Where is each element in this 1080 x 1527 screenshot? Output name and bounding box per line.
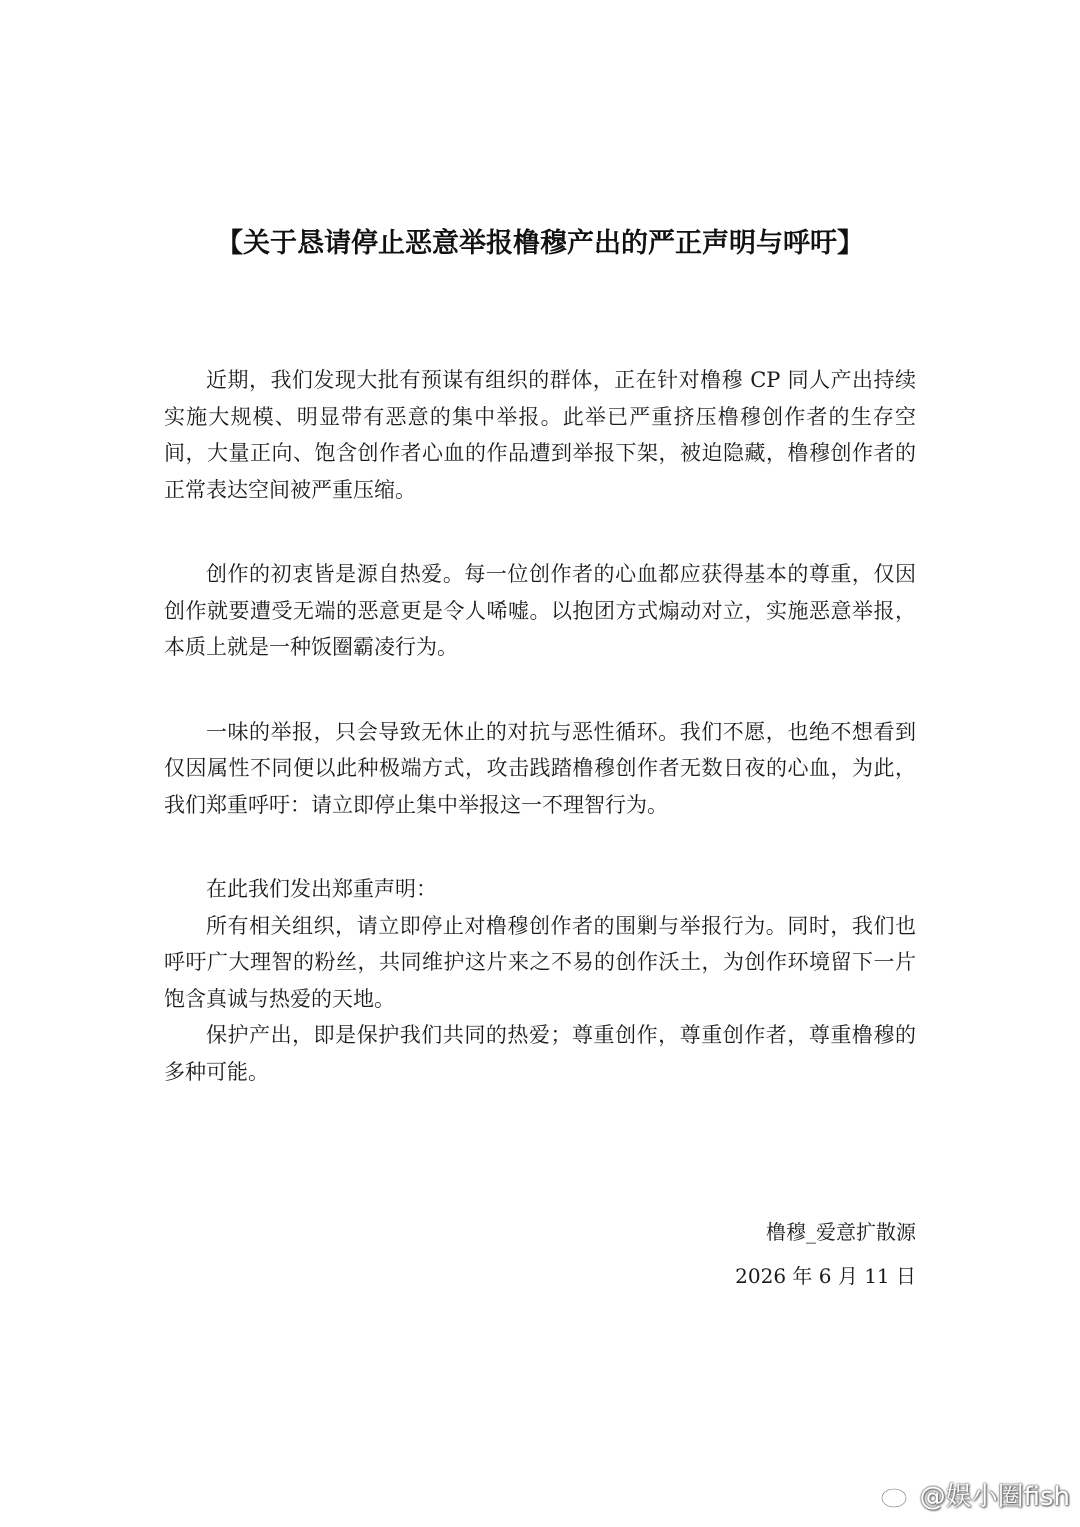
signature-block	[735, 1210, 916, 1298]
paragraph-2: 创作的初衷皆是源自热爱。每一位创作者的心血都应获得基本的尊重，仅因创作就要遭受无端的恶意更是令人唏嘘。以抱团方式煽动对立，实施恶意举报，本质上就是一种饭圈霸凌行为。	[164, 562, 916, 659]
signature-name: 橹穆_爱意扩散源	[766, 1220, 916, 1244]
weibo-icon	[880, 1481, 914, 1509]
document-title: 【关于恳请停止恶意举报橹穆产出的严正声明与呼吁】	[216, 228, 864, 259]
paragraph-6: 保护产出，即是保护我们共同的热爱；尊重创作，尊重创作者，尊重橹穆的多种可能。	[164, 1023, 916, 1084]
paragraph-4: 在此我们发出郑重声明：	[206, 877, 437, 901]
watermark	[880, 1476, 1070, 1513]
paragraph-1: 近期，我们发现大批有预谋有组织的群体，正在针对橹穆 CP 同人产出持续实施大规模、明显带有恶意的集中举报。此举已严重挤压橹穆创作者的生存空间，大量正向、饱含创作者心血的作品遭到举报下架，被迫隐藏，橹穆创作者的正常表达空间被严重压缩。	[164, 368, 916, 502]
paragraph-5: 所有相关组织，请立即停止对橹穆创作者的围剿与举报行为。同时，我们也呼吁广大理智的粉丝，共同维护这片来之不易的创作沃土，为创作环境留下一片饱含真诚与热爱的天地。	[164, 913, 916, 1011]
document-body	[164, 362, 916, 1090]
paragraph-3: 一味的举报，只会导致无休止的对抗与恶性循环。我们不愿，也绝不想看到仅因属性不同便以此种极端方式，攻击践踏橹穆创作者无数日夜的心血，为此，我们郑重呼吁：请立即停止集中举报这一不理智行为。	[164, 719, 916, 817]
signature-date: 2026 年 6 月 11 日	[735, 1264, 916, 1288]
watermark-text: @娱小圈fish	[919, 1482, 1070, 1512]
